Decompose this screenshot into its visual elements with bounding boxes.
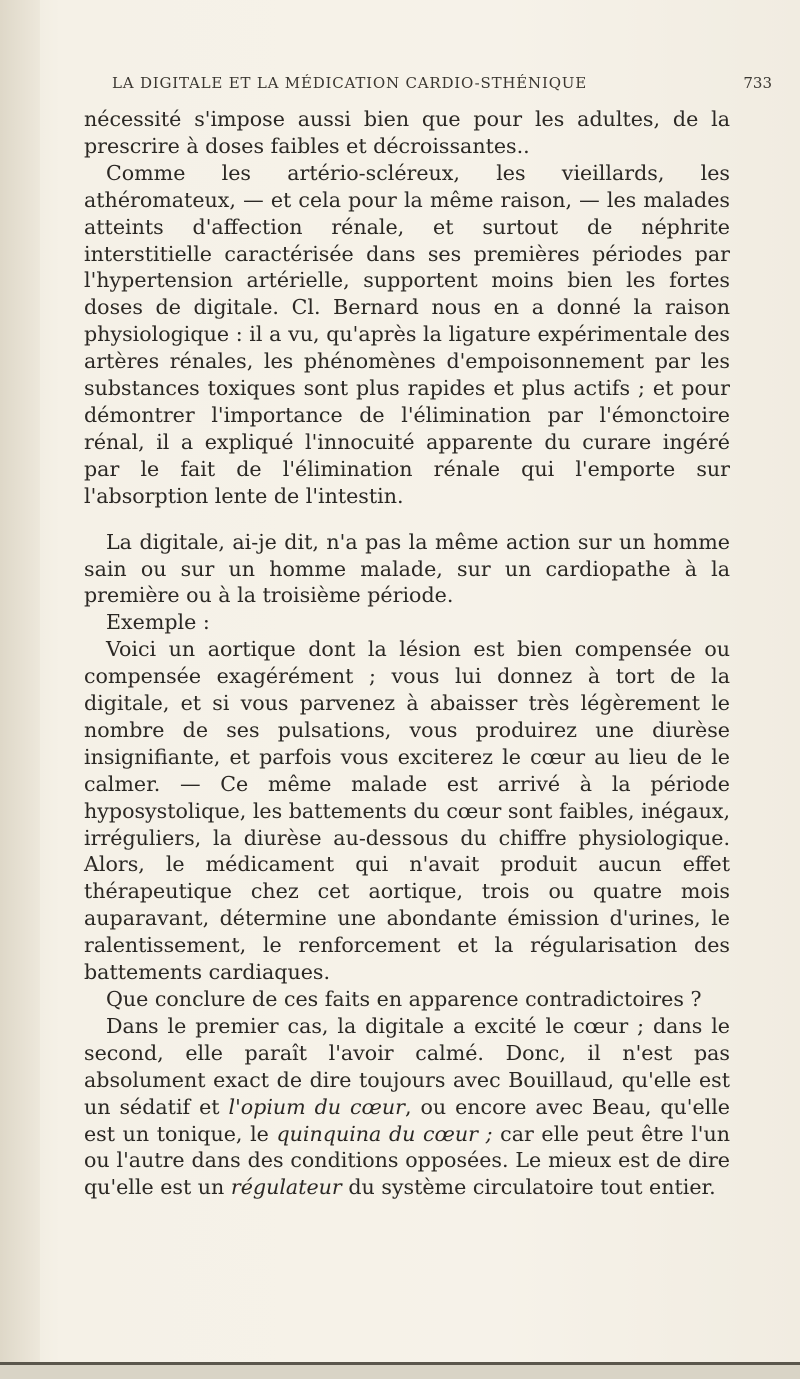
paragraph-7-part-1: Dans le premier cas, la digitale a excité le cœur ; dans le second, elle paraît l'avoir calmé. Donc, il n'est pas absolument exact de dire toujours avec Bouillaud, qu'elle est un sédatif et [84,1013,730,1119]
paragraph-5: Voici un aortique dont la lésion est bien compensée ou compensée exagérément ; vous lui donnez à tort de la digitale, et si vous parvenez à abaisser très légèrement le nombre de ses pulsations, vous produirez une diurèse insignifiante, et parfois vous exciterez le cœur au lieu de le calmer. — Ce même malade est arrivé à la période hyposystolique, les battements du cœur sont faibles, inégaux, irréguliers, la diurèse au-dessous du chiffre physiologique. Alors, le médicament qui n'avait produit aucun effet thérapeutique chez cet aortique, trois ou quatre mois auparavant, détermine une abondante émission d'urines, le ralentissement, le renforcement et la régularisation des battements cardiaques. [84,637,730,985]
page-number: 733 [743,74,772,92]
paragraph-7-italic-3: régulateur [230,1175,342,1200]
page-bottom-strip [0,1365,800,1379]
paragraph-7-italic-2: quinquina du cœur ; [276,1121,493,1146]
page-header [112,74,772,102]
page-gutter-shadow [0,0,40,1379]
paragraph-7-part-2: , ou encore avec Beau, qu'elle est un tonique, le [84,1094,730,1146]
paragraph-7-part-3: car elle peut être l'un ou l'autre dans des conditions opposées. Le mieux est de dire qu'elle est un [84,1121,730,1200]
paragraph-6: Que conclure de ces faits en apparence contradictoires ? [106,987,702,1011]
paragraph-1: nécessité s'impose aussi bien que pour les adultes, de la prescrire à doses faibles et décroissantes.. [84,107,730,158]
paragraph-7-italic-1: l'opium du cœur [228,1094,406,1119]
running-title: LA DIGITALE ET LA MÉDICATION CARDIO-STHÉNIQUE [112,74,587,92]
body-text [84,106,730,1201]
paragraph-7-part-4: du système circulatoire tout entier. [341,1175,716,1200]
paragraph-2: Comme les artério-scléreux, les vieillards, les athéromateux, — et cela pour la même raison, — les malades atteints d'affection rénale, et surtout de néphrite interstitielle caractérisée dans ses premières périodes par l'hypertension artérielle, supportent moins bien les fortes doses de digitale. Cl. Bernard nous en a donné la raison physiologique : il a vu, qu'après la ligature expérimentale des artères rénales, les phénomènes d'empoisonnement par les substances toxiques sont plus rapides et plus actifs ; et pour démontrer l'importance de l'élimination par l'émonctoire rénal, il a expliqué l'innocuité apparente du curare ingéré par le fait de l'élimination rénale qui l'emporte sur l'absorption lente de l'intestin. [84,160,730,508]
paragraph-3: La digitale, ai-je dit, n'a pas la même action sur un homme sain ou sur un homme malade, sur un cardiopathe à la première ou à la troisième période. [84,529,730,608]
paragraph-7 [84,1013,730,1201]
paragraph-4: Exemple : [106,610,210,635]
